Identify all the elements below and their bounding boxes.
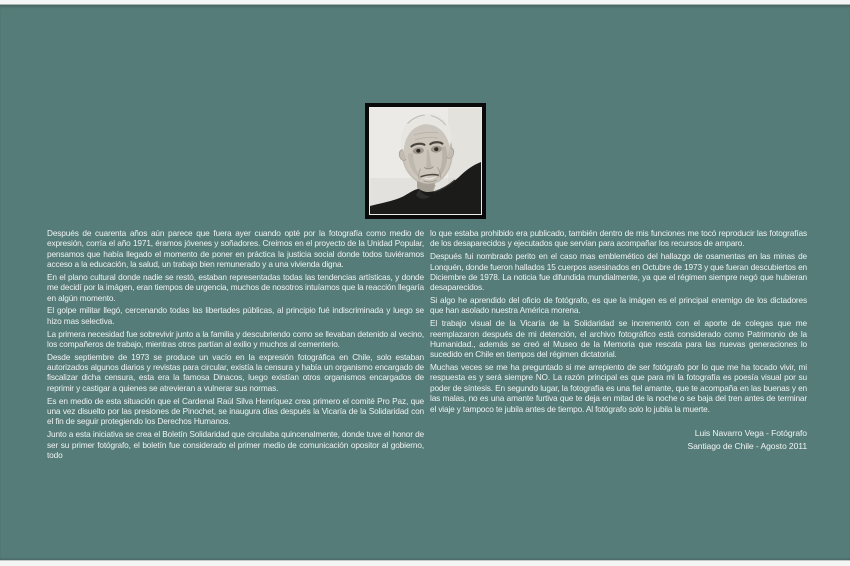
body-text — [47, 228, 807, 463]
paragraph: Si algo he aprendido del oficio de fotógrafo, es que la imágen es el principal enemigo de los dictadores que han asolado nuestra América morena. — [430, 295, 807, 316]
paragraph: En el plano cultural donde nadie se restó, estaban representadas todas las tendencias artísticas, y donde me decidí por la imágen, eran tiempos de urgencia, muchos de nosotros intuíamos que la reacción llegaría en algún momento. — [47, 271, 424, 303]
paragraph: El trabajo visual de la Vicaría de la Solidaridad se incrementó con el aporte de colegas que me reemplazaron después de mi detención, el archivo fotográfico está considerado como Patrimonio de la Humanidad., además se creó el Museo de la Memoria que rescata para las nuevas generaciones lo sucedido en Chile en tiempos del régimen dictatorial. — [430, 318, 807, 360]
text-column-right — [430, 228, 807, 463]
paragraph: Es en medio de esta situación que el Cardenal Raúl Silva Henríquez crea primero el comité Pro Paz, que una vez disuelto por las presiones de Pinochet, se inaugura días después la Vicaría de la Solidaridad con el fin de seguir protegiendo los Derechos Humanos. — [47, 395, 424, 427]
text-column-left — [47, 228, 424, 463]
signature-place-date: Santiago de Chile - Agosto 2011 — [687, 441, 807, 452]
portrait-illustration — [370, 108, 481, 214]
signature-name: Luis Navarro Vega - Fotógrafo — [694, 427, 807, 438]
paragraph: Desde septiembre de 1973 se produce un vacío en la expresión fotográfica en Chile, solo estaban autorizados algunos diarios y revistas para circular, existía la censura y había un organismo encargado de fiscalizar dicha censura, esta era la famosa Dinacos, luego existían otros organismos encargados de reprimir y castigar a quienes se atrevieran a vulnerar sus normas. — [47, 351, 424, 393]
document-page — [0, 5, 850, 560]
portrait-photo — [369, 107, 482, 215]
paragraph: El golpe militar llegó, cercenando todas las libertades públicas, al principio fué indiscriminada y luego se hizo mas selectiva. — [47, 305, 424, 326]
paragraph: Después fui nombrado perito en el caso mas emblemético del hallazgo de osamentas en las minas de Lonquén, donde fueron hallados 15 cuerpos asesinados en Octubre de 1973 y que fueran descubiertos en Diciembre de 1978. La noticia fue difundida mundialmente, ya que el régimen siempre negó que hubieran desaparecidos. — [430, 251, 807, 293]
paragraph: Junto a esta iniciativa se crea el Boletín Solidaridad que circulaba quincenalmente, donde tuve el honor de ser su primer fotógrafo, el boletín fue considerado el primer medio de comunicación opositor al gobierno, todo — [47, 429, 424, 460]
portrait-photo-frame — [365, 103, 486, 219]
paragraph: Muchas veces se me ha preguntado si me arrepiento de ser fotógrafo por lo que me ha tocado vivir, mi respuesta es y será siempre NO. La razón principal es que para mi la fotografía es poesía visual por su poder de síntesis. En segundo lugar, la fotografía es una fiel amante, que te acompaña en las buenas y en las malas, no es una amante furtiva que te deja en mitad de la noche o se baja del tren antes de terminar el viaje y tampoco te jubila antes de tiempo. Al fotógrafo solo lo jubila la muerte. — [430, 362, 807, 414]
viewer-margin-bottom — [0, 560, 850, 566]
author-signature — [430, 427, 807, 454]
paragraph: Después de cuarenta años aún parece que fuera ayer cuando opté por la fotografía como medio de expresión, corría el año 1971, éramos jóvenes y soñadores. Creimos en el proyecto de la Unidad Popular, pensamos que había llegado el momento de poner en práctica la justicia social donde todos tuviéramos acceso a la educación, la salud, un trabajo bien remunerado y a una vivienda digna. — [47, 228, 424, 270]
paragraph: La primera necesidad fue sobrevivir junto a la familia y descubriendo como se llevaban detenido al vecino, los compañeros de trabajo, mientras otros partían al exilio y muchos al cementerio. — [47, 328, 424, 349]
paragraph: lo que estaba prohibido era publicado, también dentro de mis funciones me tocó reproducir las fotografías de los desaparecidos y ejecutados que servían para acompañar los recursos de amparo. — [430, 228, 807, 249]
